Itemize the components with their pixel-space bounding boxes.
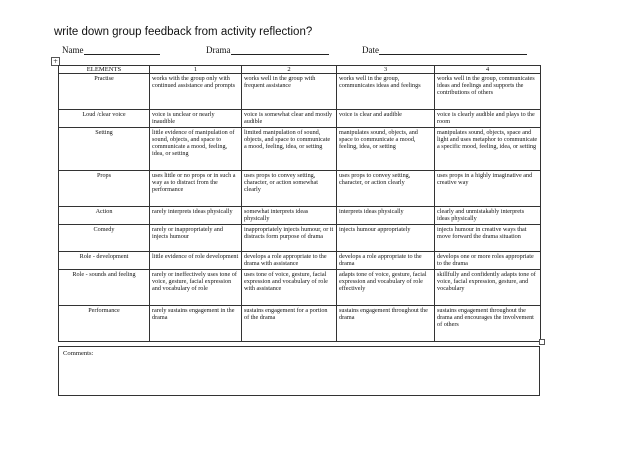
rubric-cell: voice is somewhat clear and mostly audible — [242, 110, 337, 128]
table-row — [59, 207, 541, 225]
rubric-cell: somewhat interprets ideas physically — [242, 207, 337, 225]
rubric-cell: uses tone of voice, gesture, facial expression and vocabulary of role with assistance — [242, 270, 337, 306]
element-cell: Action — [59, 207, 150, 225]
element-cell: Setting — [59, 128, 150, 171]
drama-underline — [231, 45, 329, 55]
rubric-cell: clearly and unmistakably interprets ideas physically — [435, 207, 541, 225]
element-cell: Props — [59, 171, 150, 207]
rubric-cell: works with the group only with continued assistance and prompts — [150, 74, 242, 110]
table-row — [59, 128, 541, 171]
table-row — [59, 110, 541, 128]
rubric-cell: sustains engagement for a portion of the drama — [242, 306, 337, 342]
rubric-cell: works well in the group, communicates ideas and feelings and supports the contributions of others — [435, 74, 541, 110]
column-header: 1 — [150, 66, 242, 74]
rubric-cell: inappropriately injects humour, or it distracts form purpose of drama — [242, 225, 337, 252]
column-header: ELEMENTS — [59, 66, 150, 74]
column-header: 3 — [337, 66, 435, 74]
rubric-cell: sustains engagement throughout the drama — [337, 306, 435, 342]
rubric-cell: uses little or no props or in such a way as to distract from the performance — [150, 171, 242, 207]
name-underline — [84, 45, 160, 55]
rubric-cell: rarely or inappropriately and injects humour — [150, 225, 242, 252]
name-label: Name — [62, 45, 84, 55]
rubric-cell: uses props to convey setting, character, or action clearly — [337, 171, 435, 207]
date-underline — [379, 45, 527, 55]
element-cell: Performance — [59, 306, 150, 342]
rubric-cell: manipulates sound, objects, space and light and uses metaphor to communicate a specific mood, feeling, idea, or setting — [435, 128, 541, 171]
element-cell: Role - development — [59, 252, 150, 270]
rubric-cell: rarely interprets ideas physically — [150, 207, 242, 225]
element-cell: Practise — [59, 74, 150, 110]
rubric-cell: uses props in a highly imaginative and creative way — [435, 171, 541, 207]
rubric-cell: limited manipulation of sound, objects, and space to communicate a mood, feeling, idea, or setting — [242, 128, 337, 171]
column-header: 2 — [242, 66, 337, 74]
rubric-cell: voice is clearly audible and plays to the room — [435, 110, 541, 128]
rubric-cell: sustains engagement throughout the drama and encourages the involvement of others — [435, 306, 541, 342]
table-row — [59, 225, 541, 252]
date-field[interactable] — [362, 45, 379, 55]
drama-field[interactable] — [206, 45, 231, 55]
rubric-cell: injects humour in creative ways that move forward the drama situation — [435, 225, 541, 252]
rubric-cell: voice is clear and audible — [337, 110, 435, 128]
date-label: Date — [362, 45, 379, 55]
element-cell: Role - sounds and feeling — [59, 270, 150, 306]
header-fields — [62, 45, 542, 59]
table-row — [59, 270, 541, 306]
column-header: 4 — [435, 66, 541, 74]
comments-label: Comments: — [63, 350, 94, 357]
rubric-cell: adapts tone of voice, gesture, facial expression and vocabulary of role effectively — [337, 270, 435, 306]
table-row — [59, 171, 541, 207]
rubric-cell: manipulates sound, objects, and space to communicate a mood, feeling, idea, or setting — [337, 128, 435, 171]
table-row — [59, 252, 541, 270]
rubric-cell: develops a role appropriate to the drama — [337, 252, 435, 270]
rubric-cell: develops one or more roles appropriate to the drama — [435, 252, 541, 270]
rubric-cell: interprets ideas physically — [337, 207, 435, 225]
table-row — [59, 74, 541, 110]
rubric-cell: little evidence of role development — [150, 252, 242, 270]
rubric-table — [58, 65, 541, 342]
rubric-cell: works well in the group, communicates ideas and feelings — [337, 74, 435, 110]
rubric-cell: develops a role appropriate to the drama with assistance — [242, 252, 337, 270]
rubric-cell: uses props to convey setting, character, or action somewhat clearly — [242, 171, 337, 207]
rubric-cell: skillfully and confidently adapts tone of voice, facial expression, gesture, and vocabulary — [435, 270, 541, 306]
name-field[interactable] — [62, 45, 84, 55]
table-resize-handle-icon[interactable] — [539, 339, 545, 345]
drama-label: Drama — [206, 45, 231, 55]
element-cell: Loud /clear voice — [59, 110, 150, 128]
table-row — [59, 306, 541, 342]
table-header-row — [59, 66, 541, 74]
element-cell: Comedy — [59, 225, 150, 252]
rubric-cell: injects humour appropriately — [337, 225, 435, 252]
table-move-handle-icon[interactable]: + — [52, 58, 59, 65]
rubric-cell: rarely sustains engagement in the drama — [150, 306, 242, 342]
rubric-cell: little evidence of manipulation of sound, objects, and space to communicate a mood, feeling, idea, or setting — [150, 128, 242, 171]
rubric-cell: rarely or ineffectively uses tone of voice, gesture, facial expression and vocabulary of role — [150, 270, 242, 306]
rubric-cell: voice is unclear or nearly inaudible — [150, 110, 242, 128]
page-title: write down group feedback from activity reflection? — [54, 26, 313, 38]
rubric-cell: works well in the group with frequent assistance — [242, 74, 337, 110]
comments-box[interactable] — [58, 346, 540, 396]
